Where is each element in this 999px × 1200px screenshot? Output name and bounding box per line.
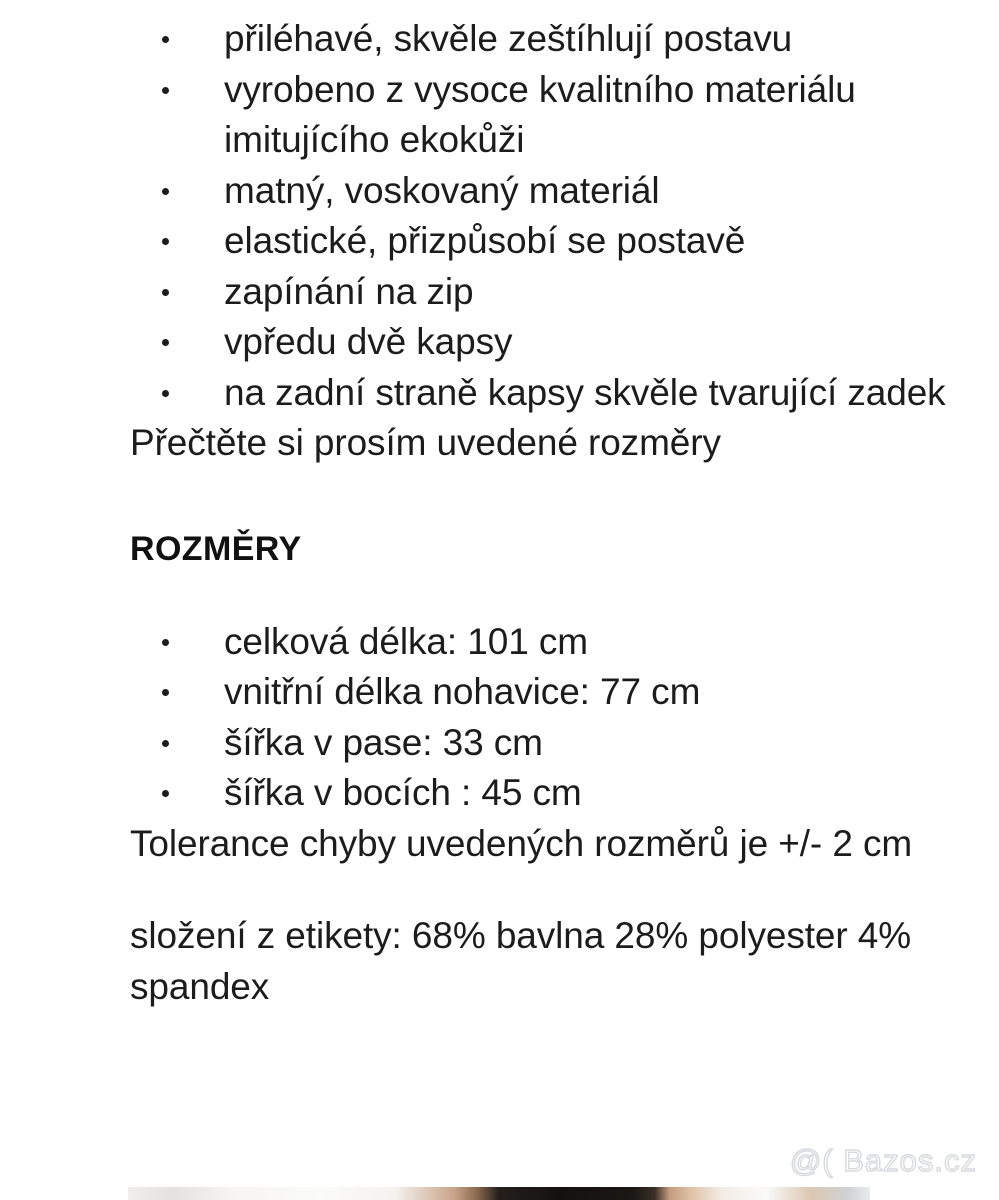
list-item: matný, voskovaný materiál [0, 166, 999, 217]
composition-note: složení z etikety: 68% bavlna 28% polyester 4% spandex [130, 915, 912, 1007]
dimensions-list [0, 617, 999, 819]
list-item: vnitřní délka nohavice: 77 cm [0, 667, 999, 718]
spacer [0, 469, 999, 527]
dimensions-heading: ROZMĚRY [130, 529, 302, 568]
list-item: vpředu dvě kapsy [0, 317, 999, 368]
spacer [0, 571, 999, 617]
list-item: šířka v pase: 33 cm [0, 718, 999, 769]
list-item: celková délka: 101 cm [0, 617, 999, 668]
spacer [0, 869, 999, 911]
list-item: na zadní straně kapsy skvěle tvarující zadek [0, 368, 999, 419]
list-item: elastické, přizpůsobí se postavě [0, 216, 999, 267]
features-list [0, 14, 999, 418]
read-dimensions-note: Přečtěte si prosím uvedené rozměry [130, 422, 721, 463]
product-photo-strip [128, 1187, 870, 1200]
bazos-watermark: @( Bazos.cz [789, 1143, 977, 1178]
list-item: šířka v bocích : 45 cm [0, 768, 999, 819]
list-item: vyrobeno z vysoce kvalitního materiálu imitujícího ekokůži [0, 65, 999, 166]
list-item: zapínání na zip [0, 267, 999, 318]
list-item: přiléhavé, skvěle zeštíhlují postavu [0, 14, 999, 65]
tolerance-note: Tolerance chyby uvedených rozměrů je +/- 2 cm [130, 822, 913, 864]
